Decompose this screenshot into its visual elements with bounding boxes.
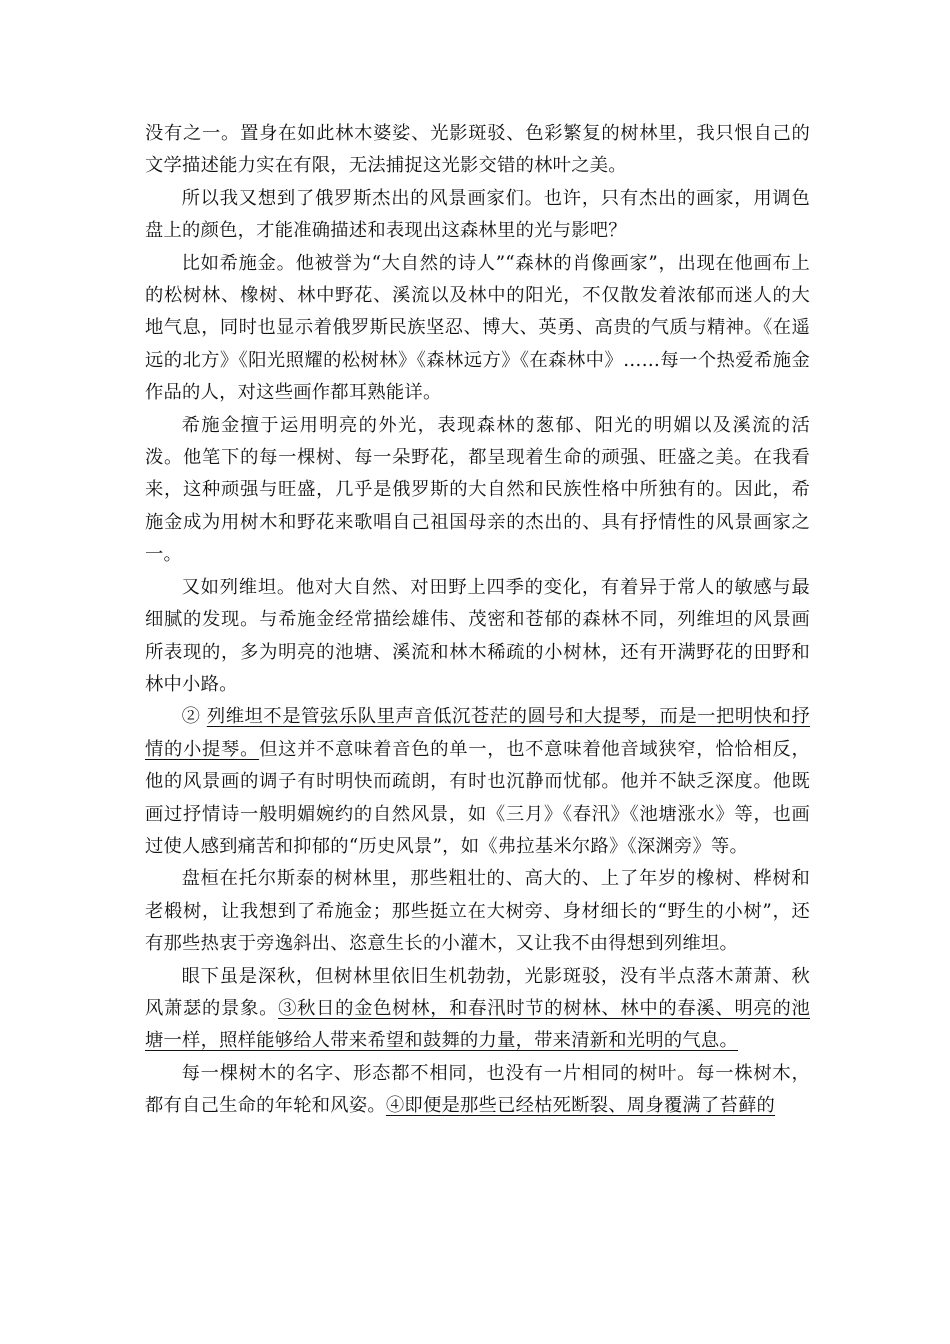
paragraph [145,118,810,183]
text-segment: 又如列维坦。他对大自然、对田野上四季的变化，有着异于常人的敏感与最细腻的发现。与希施金经常描绘雄伟、茂密和苍郁的森林不同，列维坦的风景画所表现的，多为明亮的池塘、溪流和林木稀疏的小树林，还有开满野花的田野和林中小路。 [145,576,810,695]
text-segment: ② [181,706,207,728]
document-body [145,118,810,1123]
paragraph [145,410,810,572]
text-segment: 但这并不意味着音色的单一，也不意味着他音域狭窄，恰恰相反，他的风景画的调子有时明快而疏朗，有时也沉静而忧郁。他并不缺乏深度。他既画过抒情诗一般明媚婉约的自然风景，如《三月》《春汛》《池塘涨水》等，也画过使人感到痛苦和抑郁的“历史风景”，如《弗拉基米尔路》《深渊旁》等。 [145,738,811,857]
text-segment: 希施金擅于运用明亮的外光，表现森林的葱郁、阳光的明媚以及溪流的活泼。他笔下的每一棵树、每一朵野花，都呈现着生命的顽强、旺盛之美。在我看来，这种顽强与旺盛，几乎是俄罗斯的大自然和民族性格中所独有的。因此，希施金成为用树木和野花来歌唱自己祖国母亲的杰出的、具有抒情性的风景画家之一。 [145,414,810,566]
underlined-sentence: 列维坦不是管弦乐队里声音低沉苍茫的圆号和大提琴，而是一把明快和抒情的小提琴。 [145,706,810,760]
paragraph [145,183,810,248]
text-segment: 比如希施金。他被誉为“大自然的诗人”“森林的肖像画家”，出现在他画布上的松树林、橡树、林中野花、溪流以及林中的阳光，不仅散发着浓郁而迷人的大地气息，同时也显示着俄罗斯民族坚忍、博大、英勇、高贵的气质与精神。《在遥远的北方》《阳光照耀的松树林》《森林远方》《在森林中》……每一个热爱希施金作品的人，对这些画作都耳熟能详。 [145,252,810,404]
text-segment: 所以我又想到了俄罗斯杰出的风景画家们。也许，只有杰出的画家，用调色盘上的颜色，才能准确描述和表现出这森林里的光与影吧？ [145,187,810,242]
text-segment: 盘桓在托尔斯泰的树林里，那些粗壮的、高大的、上了年岁的橡树、桦树和老椴树，让我想到了希施金；那些挺立在大树旁、身材细长的“野生的小树”，还有那些热衷于旁逸斜出、恣意生长的小灌木，又让我不由得想到列维坦。 [145,868,810,955]
paragraph [145,248,810,410]
text-segment: 眼下虽是深秋，但树林里依旧生机勃勃，光影斑驳，没有半点落木萧萧、秋风萧瑟的景象。 [145,965,810,1019]
paragraph [145,863,810,960]
underlined-sentence: ③秋日的金色树林，和春汛时节的树林、林中的春溪、明亮的池塘一样，照样能够给人带来希望和鼓舞的力量，带来清新和光明的气息。 [145,997,811,1052]
underlined-sentence: ④即便是那些已经枯死断裂、周身覆满了苔藓的 [385,1095,776,1117]
paragraph [145,961,810,1058]
paragraph [145,1058,810,1123]
paragraph [145,572,810,702]
text-segment: 每一棵树木的名字、形态都不相同，也没有一片相同的树叶。每一株树木，都有自己生命的年轮和风姿。 [145,1062,810,1117]
text-segment: 没有之一。置身在如此林木婆娑、光影斑驳、色彩繁复的树林里，我只恨自己的文学描述能力实在有限，无法捕捉这光影交错的林叶之美。 [145,123,810,177]
paragraph [145,701,810,863]
